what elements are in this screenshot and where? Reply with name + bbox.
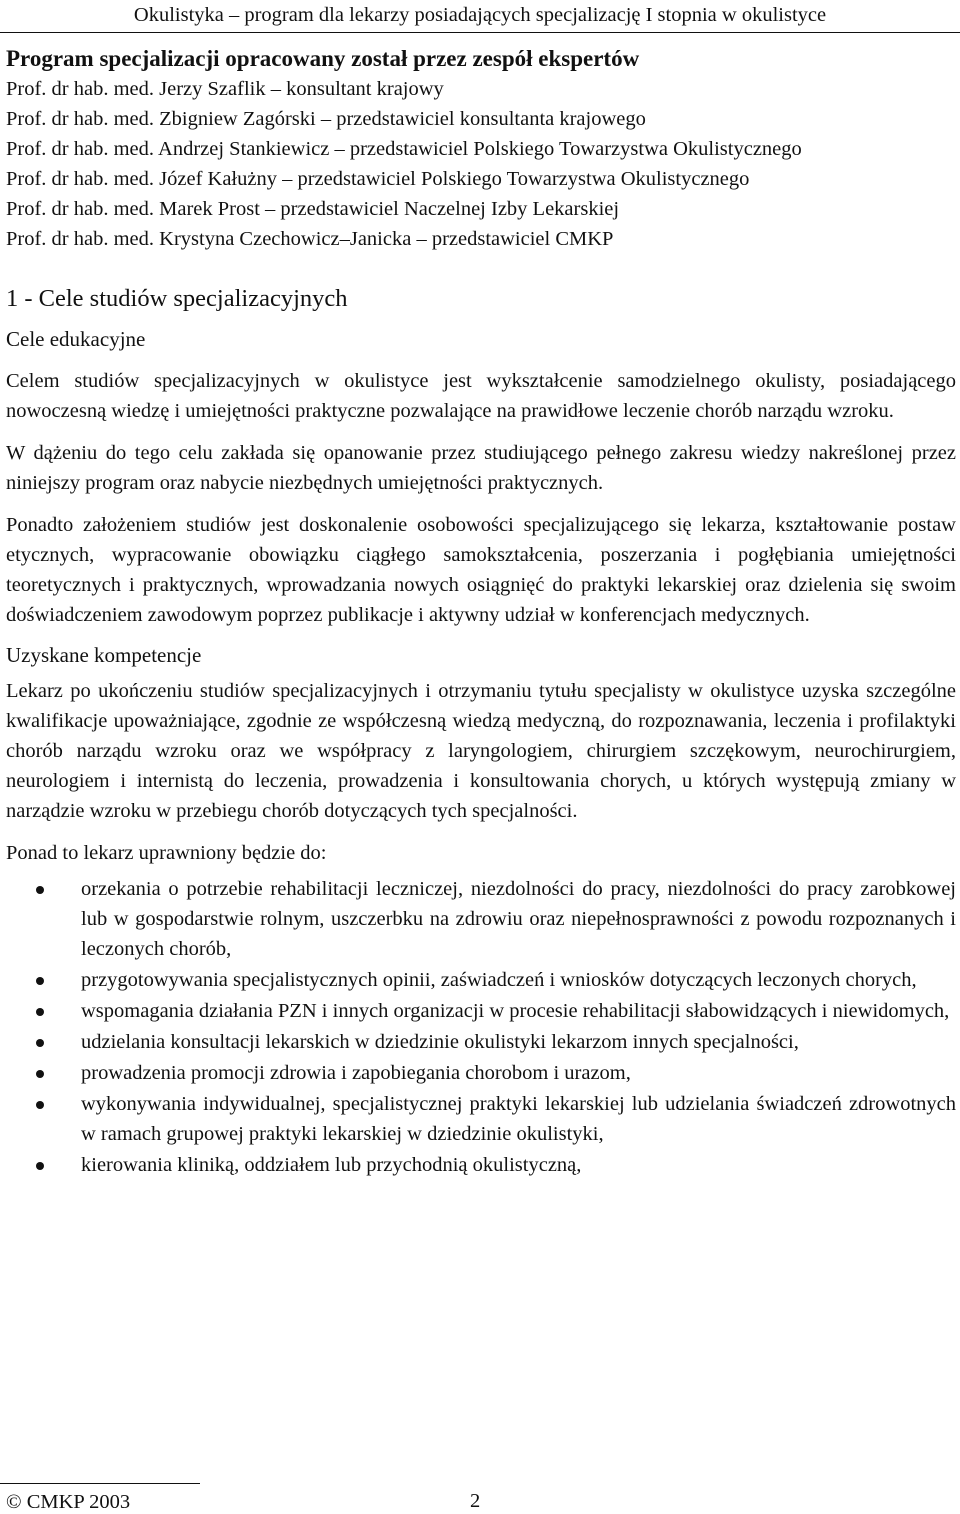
page-number: 2 — [470, 1490, 481, 1512]
team-heading: Program specjalizacji opracowany został przez zespół ekspertów — [6, 46, 640, 71]
bullet-icon — [36, 1039, 44, 1047]
list-item-text: przygotowywania specjalistycznych opinii, zaświadczeń i wniosków dotyczących leczonych chorych, — [81, 969, 917, 991]
bullet-icon — [36, 1101, 44, 1109]
competences-heading: Uzyskane kompetencje — [6, 643, 202, 667]
bullet-icon — [36, 886, 44, 894]
team-list — [6, 74, 956, 254]
entitled-list — [6, 874, 956, 1180]
running-header: Okulistyka – program dla lekarzy posiadających specjalizację I stopnia w okulistyce — [133, 4, 827, 26]
section-heading: 1 - Cele studiów specjalizacyjnych — [6, 285, 348, 312]
footer-rule — [0, 1483, 200, 1484]
list-item-text: prowadzenia promocji zdrowia i zapobiegania chorobom i urazom, — [81, 1062, 631, 1084]
team-member: Prof. dr hab. med. Zbigniew Zagórski – przedstawiciel konsultanta krajowego — [6, 108, 646, 130]
list-item — [6, 965, 956, 995]
bullet-icon — [36, 1008, 44, 1016]
list-item-text: kierowania kliniką, oddziałem lub przychodnią okulistyczną, — [81, 1154, 582, 1176]
goals-heading: Cele edukacyjne — [6, 327, 146, 351]
goals-paragraph: Ponadto założeniem studiów jest doskonalenie osobowości specjalizującego się lekarza, kształtowanie postaw etycznych, wypracowanie obowiązku ciągłego samokształcenia, poszerzania i pogłębiania umiejętności teoretycznych i praktycznych, wprowadzania nowych osiągnięć do praktyki lekarskiej oraz dzielenia się swoim doświadczeniem zawodowym poprzez publikacje i aktywny udział w konferencjach medycznych. — [6, 514, 956, 626]
list-item-text: orzekania o potrzebie rehabilitacji leczniczej, niezdolności do pracy, niezdolności do pracy zarobkowej lub w gospodarstwie rolnym, uszczerbku na zdrowiu oraz niepełnosprawności z powodu rozpoznanych i leczonych chorób, — [81, 878, 956, 960]
team-member: Prof. dr hab. med. Andrzej Stankiewicz – przedstawiciel Polskiego Towarzystwa Okulistycznego — [6, 138, 802, 160]
bullet-icon — [36, 1162, 44, 1170]
list-item — [6, 1150, 956, 1180]
list-item — [6, 1058, 956, 1088]
list-item-text: udzielania konsultacji lekarskich w dziedzinie okulistyki lekarzom innych specjalności, — [81, 1031, 799, 1053]
list-item-text: wspomagania działania PZN i innych organizacji w procesie rehabilitacji słabowidzących i niewidomych, — [81, 1000, 950, 1022]
footer-copyright: © CMKP 2003 — [6, 1491, 131, 1513]
header-rule — [0, 32, 960, 33]
team-member: Prof. dr hab. med. Marek Prost – przedstawiciel Naczelnej Izby Lekarskiej — [6, 198, 620, 220]
goals-paragraph: Celem studiów specjalizacyjnych w okulistyce jest wykształcenie samodzielnego okulisty, posiadającego nowoczesną wiedzę i umiejętności praktyczne pozwalające na prawidłowe leczenie chorób narządu wzroku. — [6, 370, 956, 422]
goals-paragraph: W dążeniu do tego celu zakłada się opanowanie przez studiującego pełnego zakresu wiedzy nakreślonej przez niniejszy program oraz nabycie niezbędnych umiejętności praktycznych. — [6, 442, 956, 494]
list-item — [6, 1027, 956, 1057]
list-item — [6, 996, 956, 1026]
team-member: Prof. dr hab. med. Józef Kałużny – przedstawiciel Polskiego Towarzystwa Okulistycznego — [6, 168, 750, 190]
team-member: Prof. dr hab. med. Krystyna Czechowicz–Janicka – przedstawiciel CMKP — [6, 228, 614, 250]
bullet-icon — [36, 977, 44, 985]
entitled-intro: Ponad to lekarz uprawniony będzie do: — [6, 842, 327, 864]
team-member: Prof. dr hab. med. Jerzy Szaflik – konsultant krajowy — [6, 78, 444, 100]
list-item-text: wykonywania indywidualnej, specjalistycznej praktyki lekarskiej lub udzielania świadczeń zdrowotnych w ramach grupowej praktyki lekarskiej w dziedzinie okulistyki, — [81, 1093, 956, 1145]
list-item — [6, 874, 956, 964]
competences-paragraph: Lekarz po ukończeniu studiów specjalizacyjnych i otrzymaniu tytułu specjalisty w okulistyce uzyska szczególne kwalifikacje upoważniające, zgodnie ze współczesną wiedzą medyczną, do rozpoznawania, leczenia i profilaktyki chorób narządu wzroku oraz we współpracy z laryngologiem, chirurgiem szczękowym, neurochirurgiem, neurologiem i internistą do leczenia, prowadzenia i konsultowania chorych, u których występują zmiany w narządzie wzroku w przebiegu chorób dotyczących tych specjalności. — [6, 680, 956, 822]
document-body — [6, 44, 956, 1180]
bullet-icon — [36, 1070, 44, 1078]
list-item — [6, 1089, 956, 1149]
